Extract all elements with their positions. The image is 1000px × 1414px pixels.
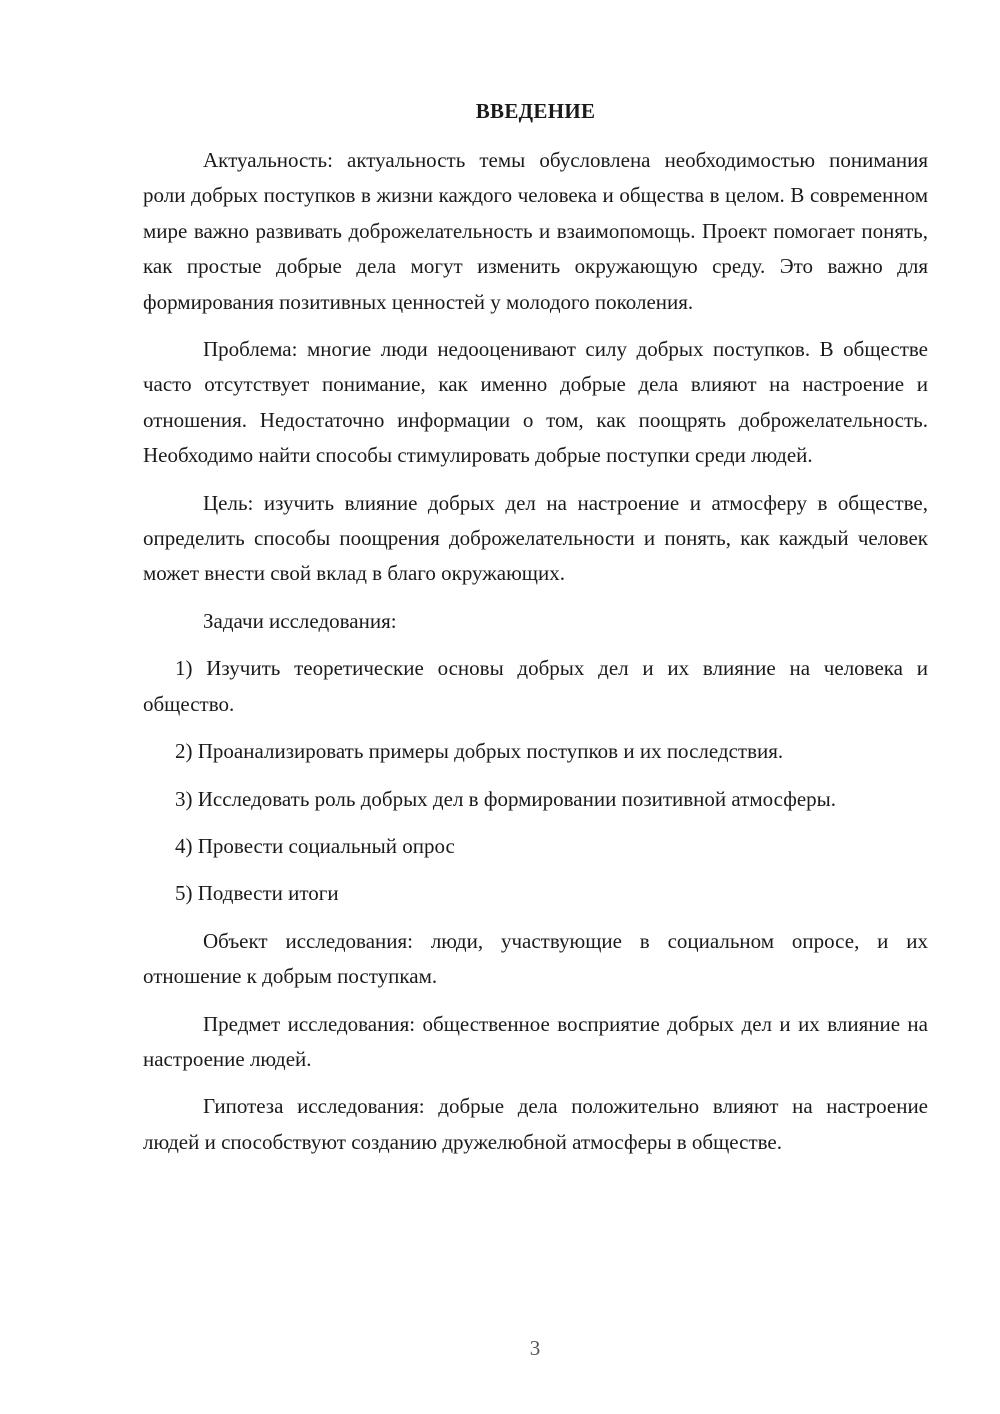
subject-paragraph: Предмет исследования: общественное восприятие добрых дел и их влияние на настроение людей. [143,1011,928,1071]
page-number: 3 [529,1336,541,1360]
goal-paragraph: Цель: изучить влияние добрых дел на настроение и атмосферу в обществе, определить способы поощрения доброжелательности и понять, как каждый человек может внести свой вклад в благо окружающих. [143,490,928,586]
document-body [143,143,928,1172]
object-paragraph: Объект исследования: люди, участвующие в социальном опросе, и их отношение к добрым поступкам. [143,928,928,989]
task-item-3: 3) Исследовать роль добрых дел в формировании позитивной атмосферы. [175,786,837,811]
task-item-5: 5) Подвести итоги [175,881,339,906]
task-item-2: 2) Проанализировать примеры добрых поступков и их последствия. [175,739,784,764]
section-heading: ВВЕДЕНИЕ [475,99,596,123]
tasks-heading: Задачи исследования: [203,608,397,633]
relevance-paragraph: Актуальность: актуальность темы обусловлена необходимостью понимания роли добрых поступков в жизни каждого человека и общества в целом. В современном мире важно развивать доброжелательность и взаимопомощь. Проект помогает понять, как простые добрые дела могут изменить окружающую среду. Это важно для формирования позитивных ценностей у молодого поколения. [143,148,928,314]
task-item-1: 1) Изучить теоретические основы добрых дел и их влияние на человека и общество. [143,656,928,716]
hypothesis-paragraph: Гипотеза исследования: добрые дела положительно влияют на настроение людей и способствуют созданию дружелюбной атмосферы в обществе. [143,1094,928,1154]
task-item-4: 4) Провести социальный опрос [175,833,455,858]
problem-paragraph: Проблема: многие люди недооценивают силу добрых поступков. В обществе часто отсутствует понимание, как именно добрые дела влияют на настроение и отношения. Недостаточно информации о том, как поощрять доброжелательность. Необходимо найти способы стимулировать добрые поступки среди людей. [143,337,928,468]
